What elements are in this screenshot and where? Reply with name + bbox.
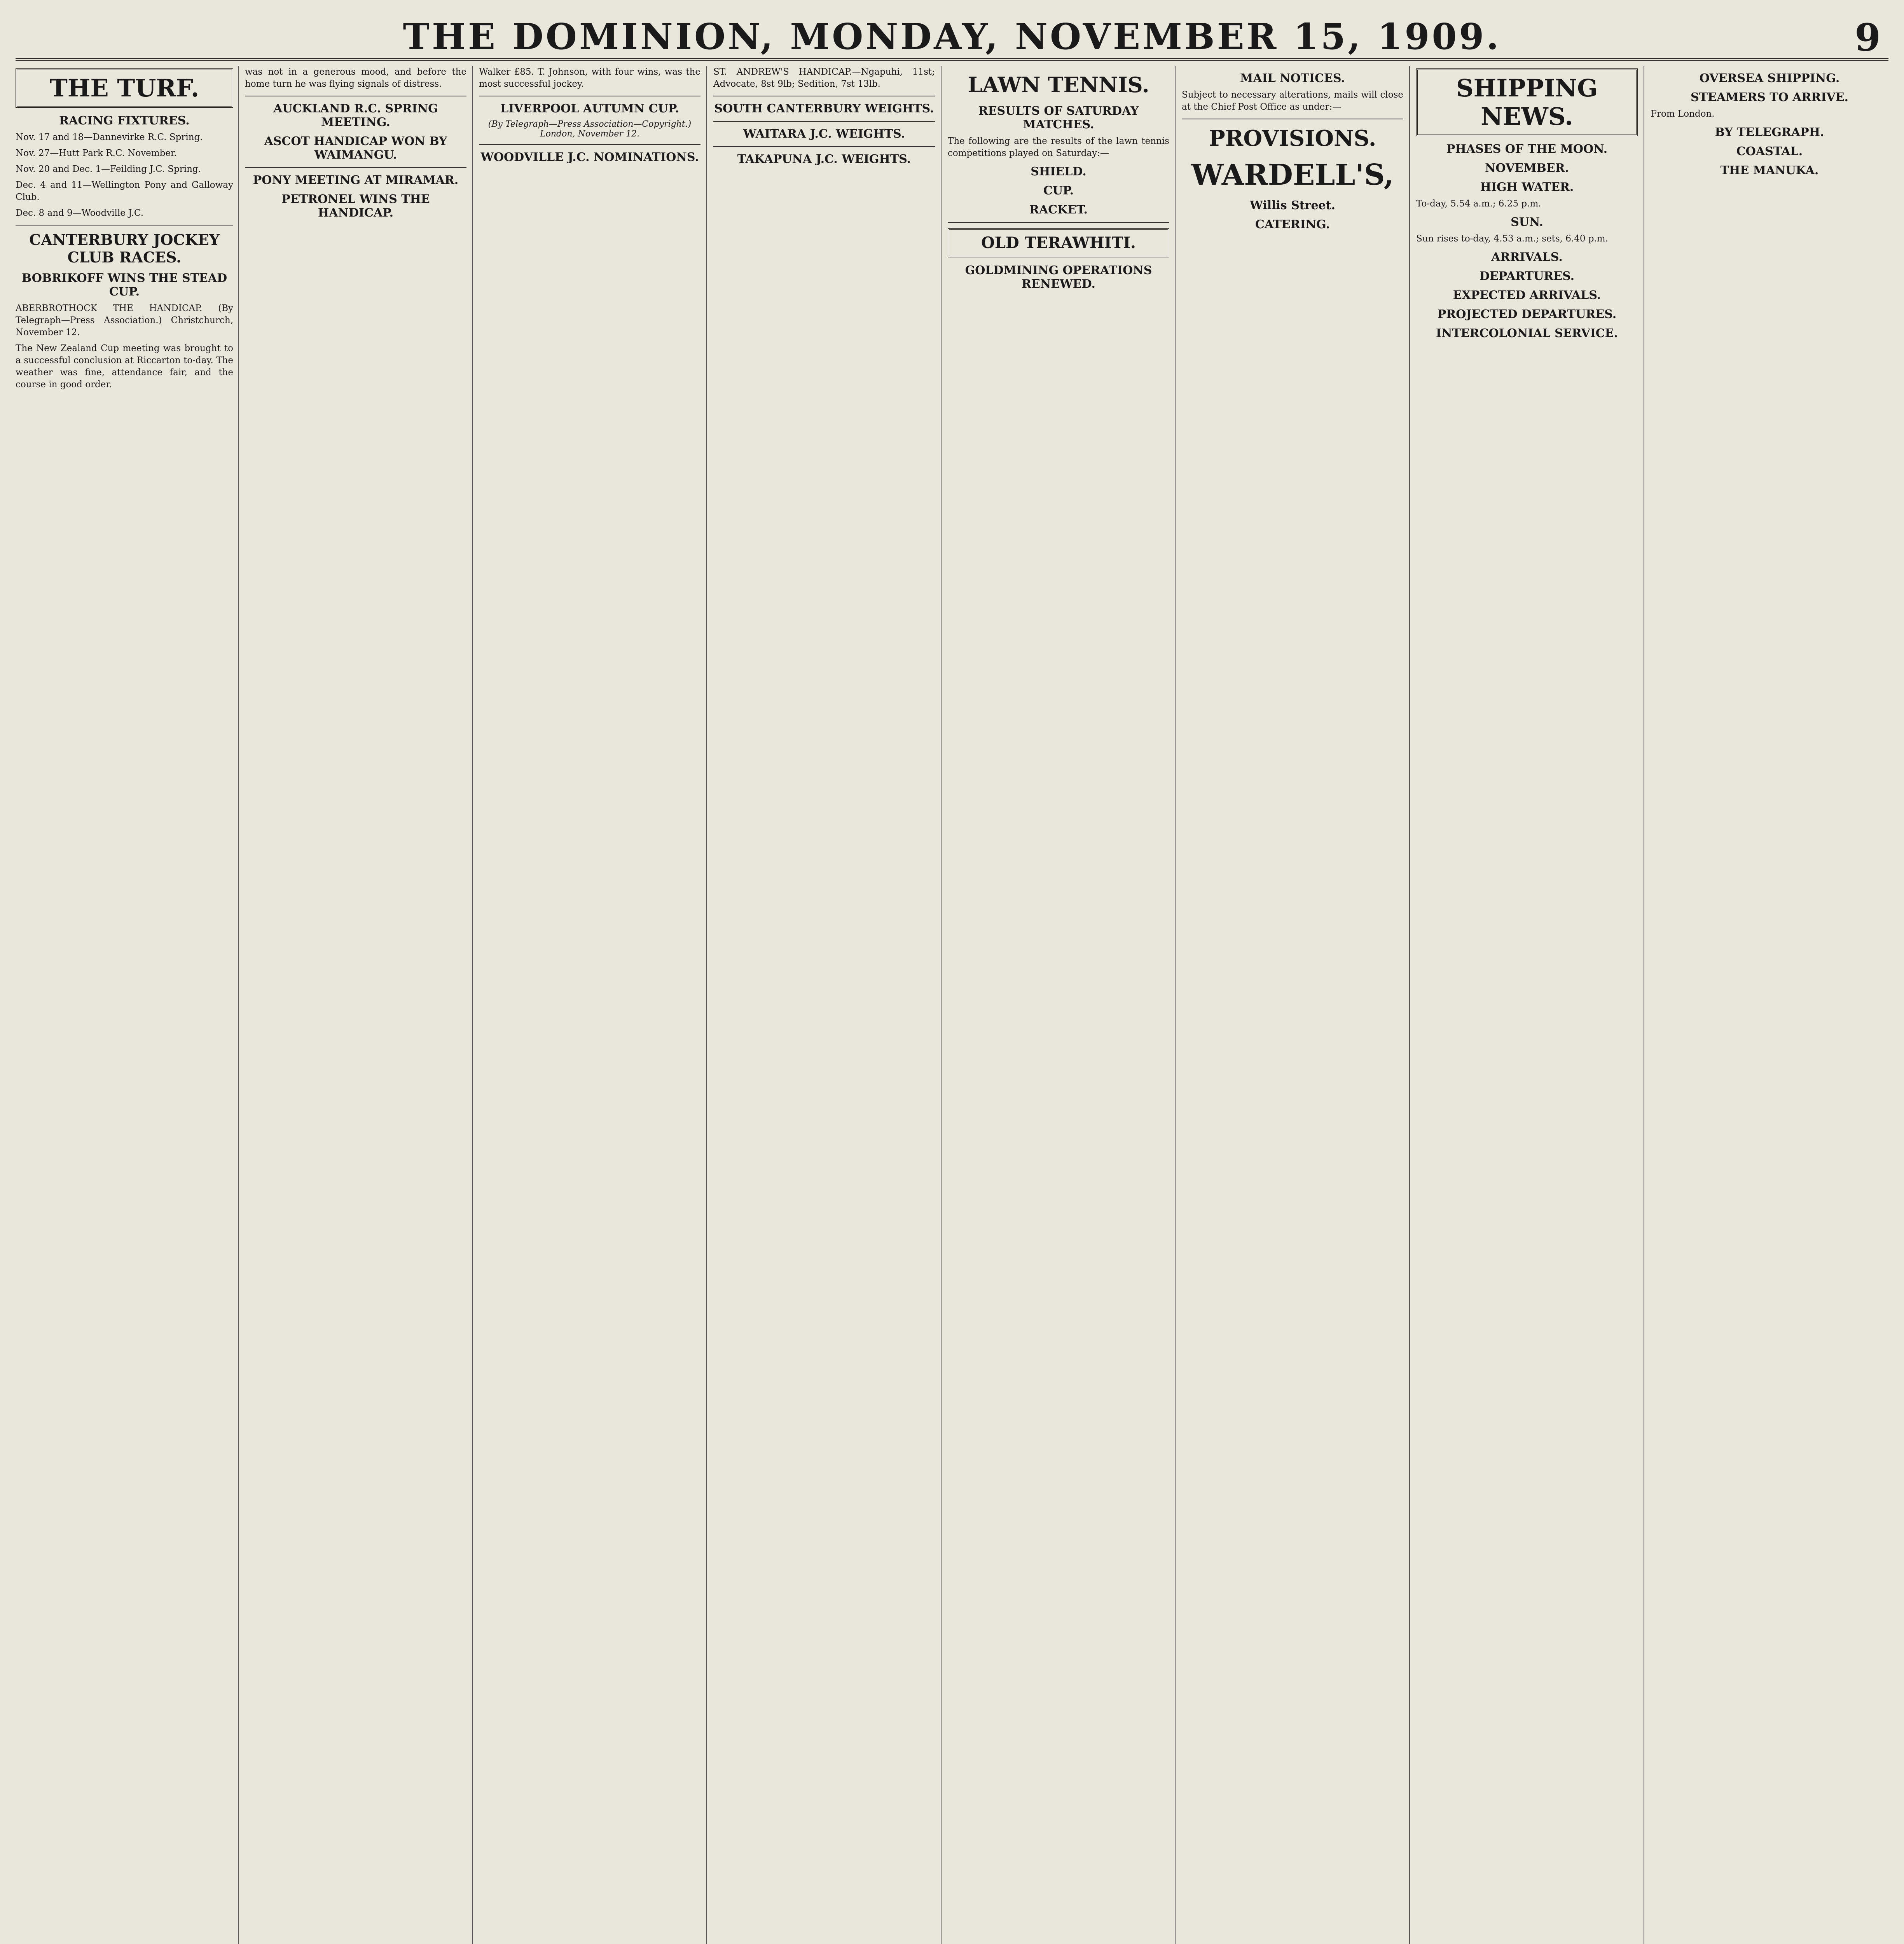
column-rule [706,66,707,1944]
fixture-line: Dec. 8 and 9—Woodville J.C. [16,208,144,218]
tennis-heading: LAWN TENNIS. [968,72,1149,97]
fixtures-heading: RACING FIXTURES. [59,114,190,128]
overseas-heading: OVERSEA SHIPPING. [1699,72,1840,85]
south-canterbury-heading: SOUTH CANTERBURY WEIGHTS. [714,102,934,115]
canterbury-heading: CANTERBURY JOCKEY CLUB RACES. [29,231,220,266]
column-racing-2 [245,66,466,1944]
divider [948,222,1169,223]
column-rule [238,66,239,1944]
article-paragraph: was not in a generous mood, and before the home turn he was flying signals of distress. [245,67,466,89]
projected-heading: PROJECTED DEPARTURES. [1437,308,1617,321]
catering-heading: CATERING. [1255,218,1330,231]
arrivals-heading: ARRIVALS. [1491,250,1563,264]
article-paragraph: ST. ANDREW'S HANDICAP.—Ngapuhi, 11st; Advocate, 8st 9lb; Sedition, 7st 13lb. [713,67,935,89]
column-shipping [1416,66,1638,1944]
column-rule [472,66,473,1944]
water-heading: HIGH WATER. [1480,180,1574,194]
shield-heading: SHIELD. [1031,165,1087,178]
article-paragraph: Subject to necessary alterations, mails will close at the Chief Post Office as under:— [1182,90,1403,112]
article-paragraph: The New Zealand Cup meeting was brought to a successful conclusion at Riccarton to-day. The weather was fine, attendance fair, and the course in good order. [16,343,233,390]
tennis-subheading: RESULTS OF SATURDAY MATCHES. [978,104,1139,131]
moon-heading: PHASES OF THE MOON. [1446,142,1608,156]
masthead-title: THE DOMINION, MONDAY, NOVEMBER 15, 1909. [403,16,1501,58]
column-tennis [948,66,1169,1944]
fixture-line: Nov. 20 and Dec. 1—Feilding J.C. Spring. [16,164,201,174]
auckland-subheading: ASCOT HANDICAP WON BY WAIMANGU. [264,135,447,162]
water-times: To-day, 5.54 a.m.; 6.25 p.m. [1416,199,1541,209]
terawhiti-heading: OLD TERAWHITI. [948,228,1169,257]
turf-heading: THE TURF. [16,68,233,108]
intercolonial-heading: INTERCOLONIAL SERVICE. [1436,327,1618,340]
column-rule [941,66,942,1944]
liverpool-heading: LIVERPOOL AUTUMN CUP. [500,102,679,115]
fixture-line: Nov. 27—Hutt Park R.C. November. [16,148,177,158]
telegraph-heading: BY TELEGRAPH. [1715,126,1824,139]
divider [16,225,233,226]
divider [713,121,935,122]
sun-times: Sun rises to-day, 4.53 a.m.; sets, 6.40 p.m. [1416,234,1608,244]
divider [245,167,466,168]
column-rule [1409,66,1410,1944]
column-mail [1182,66,1403,1944]
page-number: 9 [1855,16,1881,59]
divider [479,144,700,145]
provisions-heading: PROVISIONS. [1209,126,1376,151]
sun-heading: SUN. [1511,215,1543,229]
fixture-line: Nov. 17 and 18—Dannevirke R.C. Spring. [16,132,203,142]
masthead [16,12,1888,61]
cup-heading: CUP. [1043,184,1074,198]
canterbury-subheading: BOBRIKOFF WINS THE STEAD CUP. [21,271,227,299]
waitara-heading: WAITARA J.C. WEIGHTS. [743,127,905,141]
takapuna-heading: TAKAPUNA J.C. WEIGHTS. [737,152,911,166]
coastal-heading: COASTAL. [1736,145,1803,158]
pony-subheading: PETRONEL WINS THE HANDICAP. [281,192,430,220]
column-rule [1175,66,1176,1944]
shipping-heading: SHIPPING NEWS. [1416,68,1638,136]
advert-heading: WARDELL'S, [1191,158,1394,192]
article-paragraph: ABERBROTHOCK THE HANDICAP. (By Telegraph—Press Association.) Christchurch, November 12. [16,303,233,337]
column-racing-3 [479,66,700,1944]
expected-heading: EXPECTED ARRIVALS. [1453,288,1601,302]
fixture-line: Dec. 4 and 11—Wellington Pony and Galloway Club. [16,180,233,202]
article-paragraph: The following are the results of the lawn tennis competitions played on Saturday:— [948,136,1169,158]
moon-month: NOVEMBER. [1485,161,1569,175]
auckland-heading: AUCKLAND R.C. SPRING MEETING. [273,102,438,129]
racket-heading: RACKET. [1029,203,1088,217]
manuka-heading: THE MANUKA. [1720,164,1819,177]
advert-subheading: Willis Street. [1250,199,1335,212]
article-paragraph: Walker £85. T. Johnson, with four wins, was the most successful jockey. [479,67,700,89]
departures-heading: DEPARTURES. [1479,269,1575,283]
column-turf [16,66,233,1944]
column-racing-4 [713,66,935,1944]
divider [713,146,935,147]
from-london: From London. [1651,109,1715,119]
liverpool-subheading: (By Telegraph—Press Association—Copyright.) London, November 12. [488,119,692,139]
terawhiti-subheading: GOLDMINING OPERATIONS RENEWED. [965,264,1152,291]
mail-heading: MAIL NOTICES. [1240,72,1345,85]
overseas-subheading: STEAMERS TO ARRIVE. [1691,91,1848,104]
pony-heading: PONY MEETING AT MIRAMAR. [253,173,459,187]
woodville-heading: WOODVILLE J.C. NOMINATIONS. [480,150,699,164]
column-oversea [1651,66,1888,1944]
